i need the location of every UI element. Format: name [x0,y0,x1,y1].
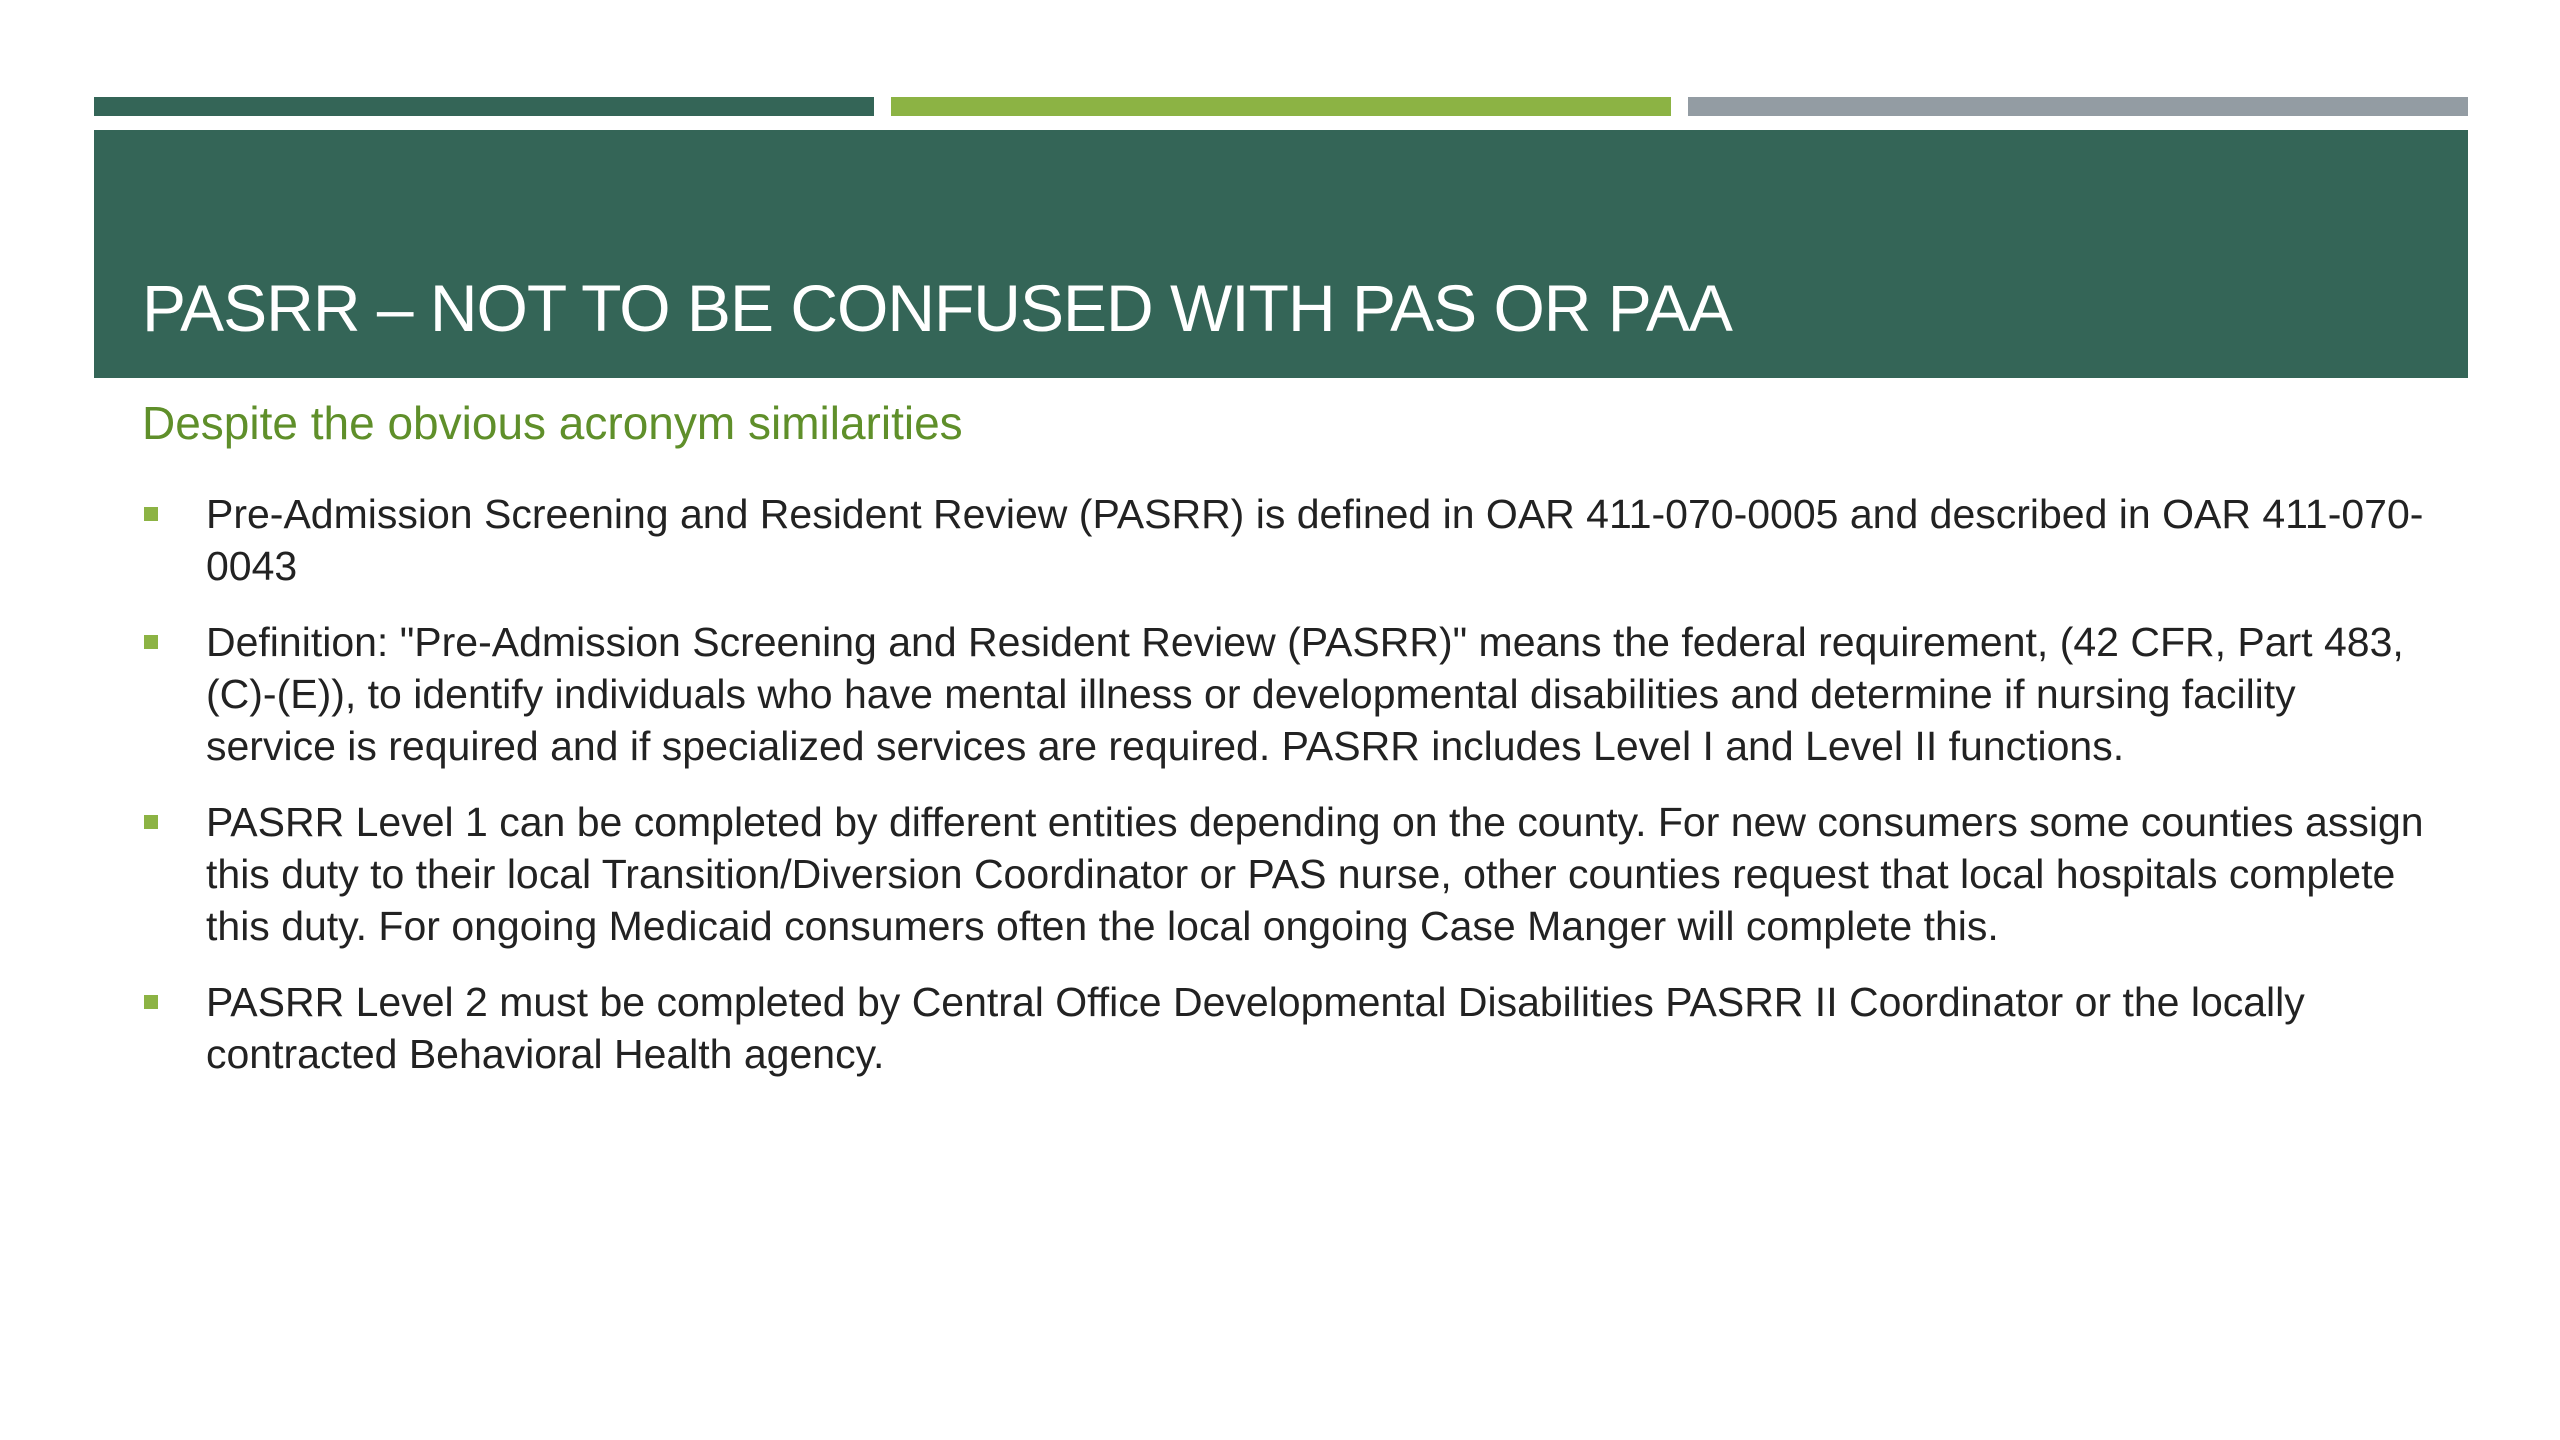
accent-bar-green [891,97,1671,116]
bullet-text: Pre-Admission Screening and Resident Review (PASRR) is defined in OAR 411-070-0005 and described in OAR 411-070-0043 [206,491,2424,589]
bullet-text: PASRR Level 1 can be completed by different entities depending on the county. For new consumers some counties assign this duty to their local Transition/Diversion Coordinator or PAS nurse, other counties request that local hospitals complete this duty. For ongoing Medicaid consumers often the local ongoing Case Manger will complete this. [206,799,2424,949]
bullet-item [142,976,2432,1080]
bullet-item [142,616,2432,772]
slide-subtitle: Despite the obvious acronym similarities [142,397,963,449]
bullet-square-icon [144,635,158,649]
bullet-square-icon [144,507,158,521]
accent-bar-dark [94,97,874,116]
title-band [94,130,2468,378]
bullet-text: Definition: "Pre-Admission Screening and Resident Review (PASRR)" means the federal requirement, (42 CFR, Part 483, (C)-(E)), to identify individuals who have mental illness or developmental disabilities and determine if nursing facility service is required and if specialized services are required. PASRR includes Level I and Level II functions. [206,619,2404,769]
bullet-square-icon [144,815,158,829]
bullet-item [142,796,2432,952]
slide-title: PASRR – NOT TO BE CONFUSED WITH PAS OR PAA [142,271,1732,345]
bullet-square-icon [144,995,158,1009]
bullet-text: PASRR Level 2 must be completed by Central Office Developmental Disabilities PASRR II Coordinator or the locally contracted Behavioral Health agency. [206,979,2305,1077]
bullet-list [142,488,2432,1104]
accent-bar-gray [1688,97,2468,116]
bullet-item [142,488,2432,592]
